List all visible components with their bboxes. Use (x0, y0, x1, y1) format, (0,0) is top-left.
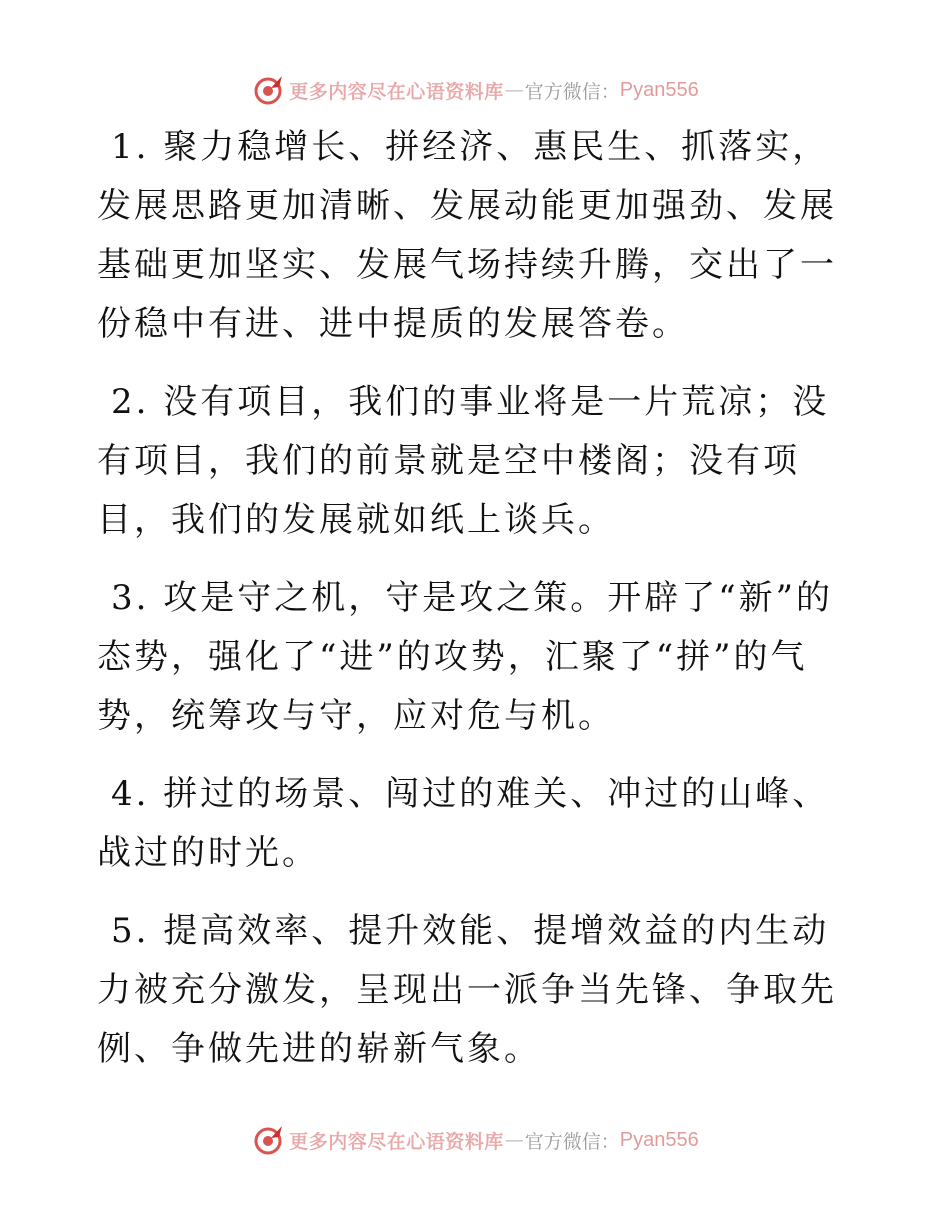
quill-logo-icon (251, 1123, 285, 1157)
footer-watermark (0, 1120, 950, 1160)
document-body (97, 118, 857, 1098)
watermark-id: Pyan556 (619, 1128, 699, 1151)
paragraph-3: 3. 攻是守之机，守是攻之策。开辟了“新”的态势，强化了“进”的攻势，汇聚了“拼”的气势，统筹攻与守，应对危与机。 (97, 578, 834, 736)
header-watermark (0, 70, 950, 110)
watermark-text: 更多内容尽在心语资料库 (289, 80, 504, 103)
watermark-dash: — (504, 1129, 524, 1151)
watermark-label: 官方微信： (524, 1130, 620, 1153)
paragraph-2: 2. 没有项目，我们的事业将是一片荒凉；没有项目，我们的前景就是空中楼阁；没有项目，我们的发展就如纸上谈兵。 (97, 382, 830, 540)
watermark-label: 官方微信： (524, 80, 620, 103)
paragraph-4: 4. 拼过的场景、闯过的难关、冲过的山峰、战过的时光。 (97, 774, 830, 873)
watermark-dash: — (504, 79, 524, 101)
quill-logo-icon (251, 73, 285, 107)
paragraph-5: 5. 提高效率、提升效能、提增效益的内生动力被充分激发，呈现出一派争当先锋、争取先例、争做先进的崭新气象。 (97, 911, 837, 1069)
watermark-id: Pyan556 (619, 78, 699, 101)
watermark-text: 更多内容尽在心语资料库 (289, 1130, 504, 1153)
paragraph-1: 1. 聚力稳增长、拼经济、惠民生、抓落实，发展思路更加清晰、发展动能更加强劲、发展基础更加坚实、发展气场持续升腾，交出了一份稳中有进、进中提质的发展答卷。 (97, 127, 837, 344)
